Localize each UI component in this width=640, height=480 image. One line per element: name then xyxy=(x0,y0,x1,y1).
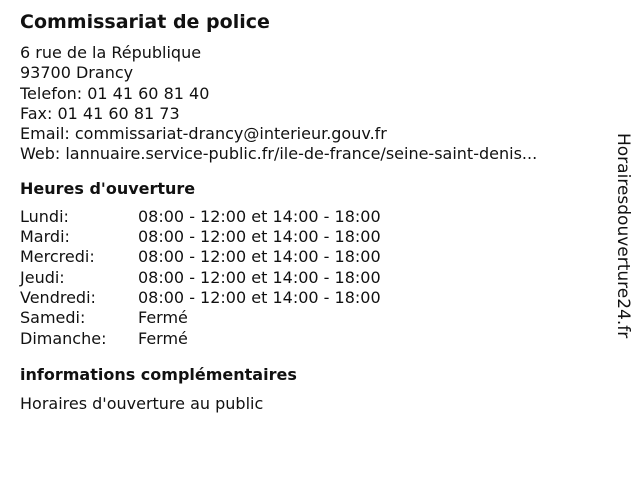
hours-row xyxy=(20,227,605,247)
time-range: 08:00 - 12:00 et 14:00 - 18:00 xyxy=(138,227,381,247)
hours-row xyxy=(20,288,605,308)
street-address: 6 rue de la République xyxy=(20,43,202,62)
contact-block xyxy=(20,43,605,165)
opening-hours-table xyxy=(20,207,605,349)
place-card xyxy=(20,9,605,414)
fax-number: Fax: 01 41 60 81 73 xyxy=(20,103,180,123)
time-range: 08:00 - 12:00 et 14:00 - 18:00 xyxy=(138,287,381,307)
phone-number: Telefon: 01 41 60 81 40 xyxy=(20,83,210,103)
city-postcode: 93700 Drancy xyxy=(20,63,134,83)
place-title: Commissariat de police xyxy=(20,11,270,33)
hours-row xyxy=(20,308,605,328)
day-label: Lundi: xyxy=(20,206,69,226)
additional-info-text: Horaires d'ouverture au public xyxy=(20,393,264,413)
day-label: Jeudi: xyxy=(20,267,65,287)
time-range: Fermé xyxy=(138,308,188,328)
hours-row xyxy=(20,247,605,267)
hours-row xyxy=(20,268,605,288)
time-range: 08:00 - 12:00 et 14:00 - 18:00 xyxy=(138,267,381,287)
time-range: 08:00 - 12:00 et 14:00 - 18:00 xyxy=(138,247,381,267)
time-range: Fermé xyxy=(138,328,188,348)
website-url: Web: lannuaire.service-public.fr/ile-de-france/seine-saint-denis... xyxy=(20,144,538,164)
hours-row xyxy=(20,207,605,227)
day-label: Samedi: xyxy=(20,308,86,328)
day-label: Mardi: xyxy=(20,227,70,247)
email-address: Email: commissariat-drancy@interieur.gouv.fr xyxy=(20,124,387,144)
time-range: 08:00 - 12:00 et 14:00 - 18:00 xyxy=(138,206,381,226)
site-brand-label: Horairesdouverture24.fr xyxy=(613,133,633,339)
day-label: Vendredi: xyxy=(20,287,96,307)
day-label: Dimanche: xyxy=(20,328,107,348)
hours-row xyxy=(20,329,605,349)
additional-info-heading: informations complémentaires xyxy=(20,364,297,384)
opening-hours-heading: Heures d'ouverture xyxy=(20,178,196,198)
day-label: Mercredi: xyxy=(20,247,95,267)
